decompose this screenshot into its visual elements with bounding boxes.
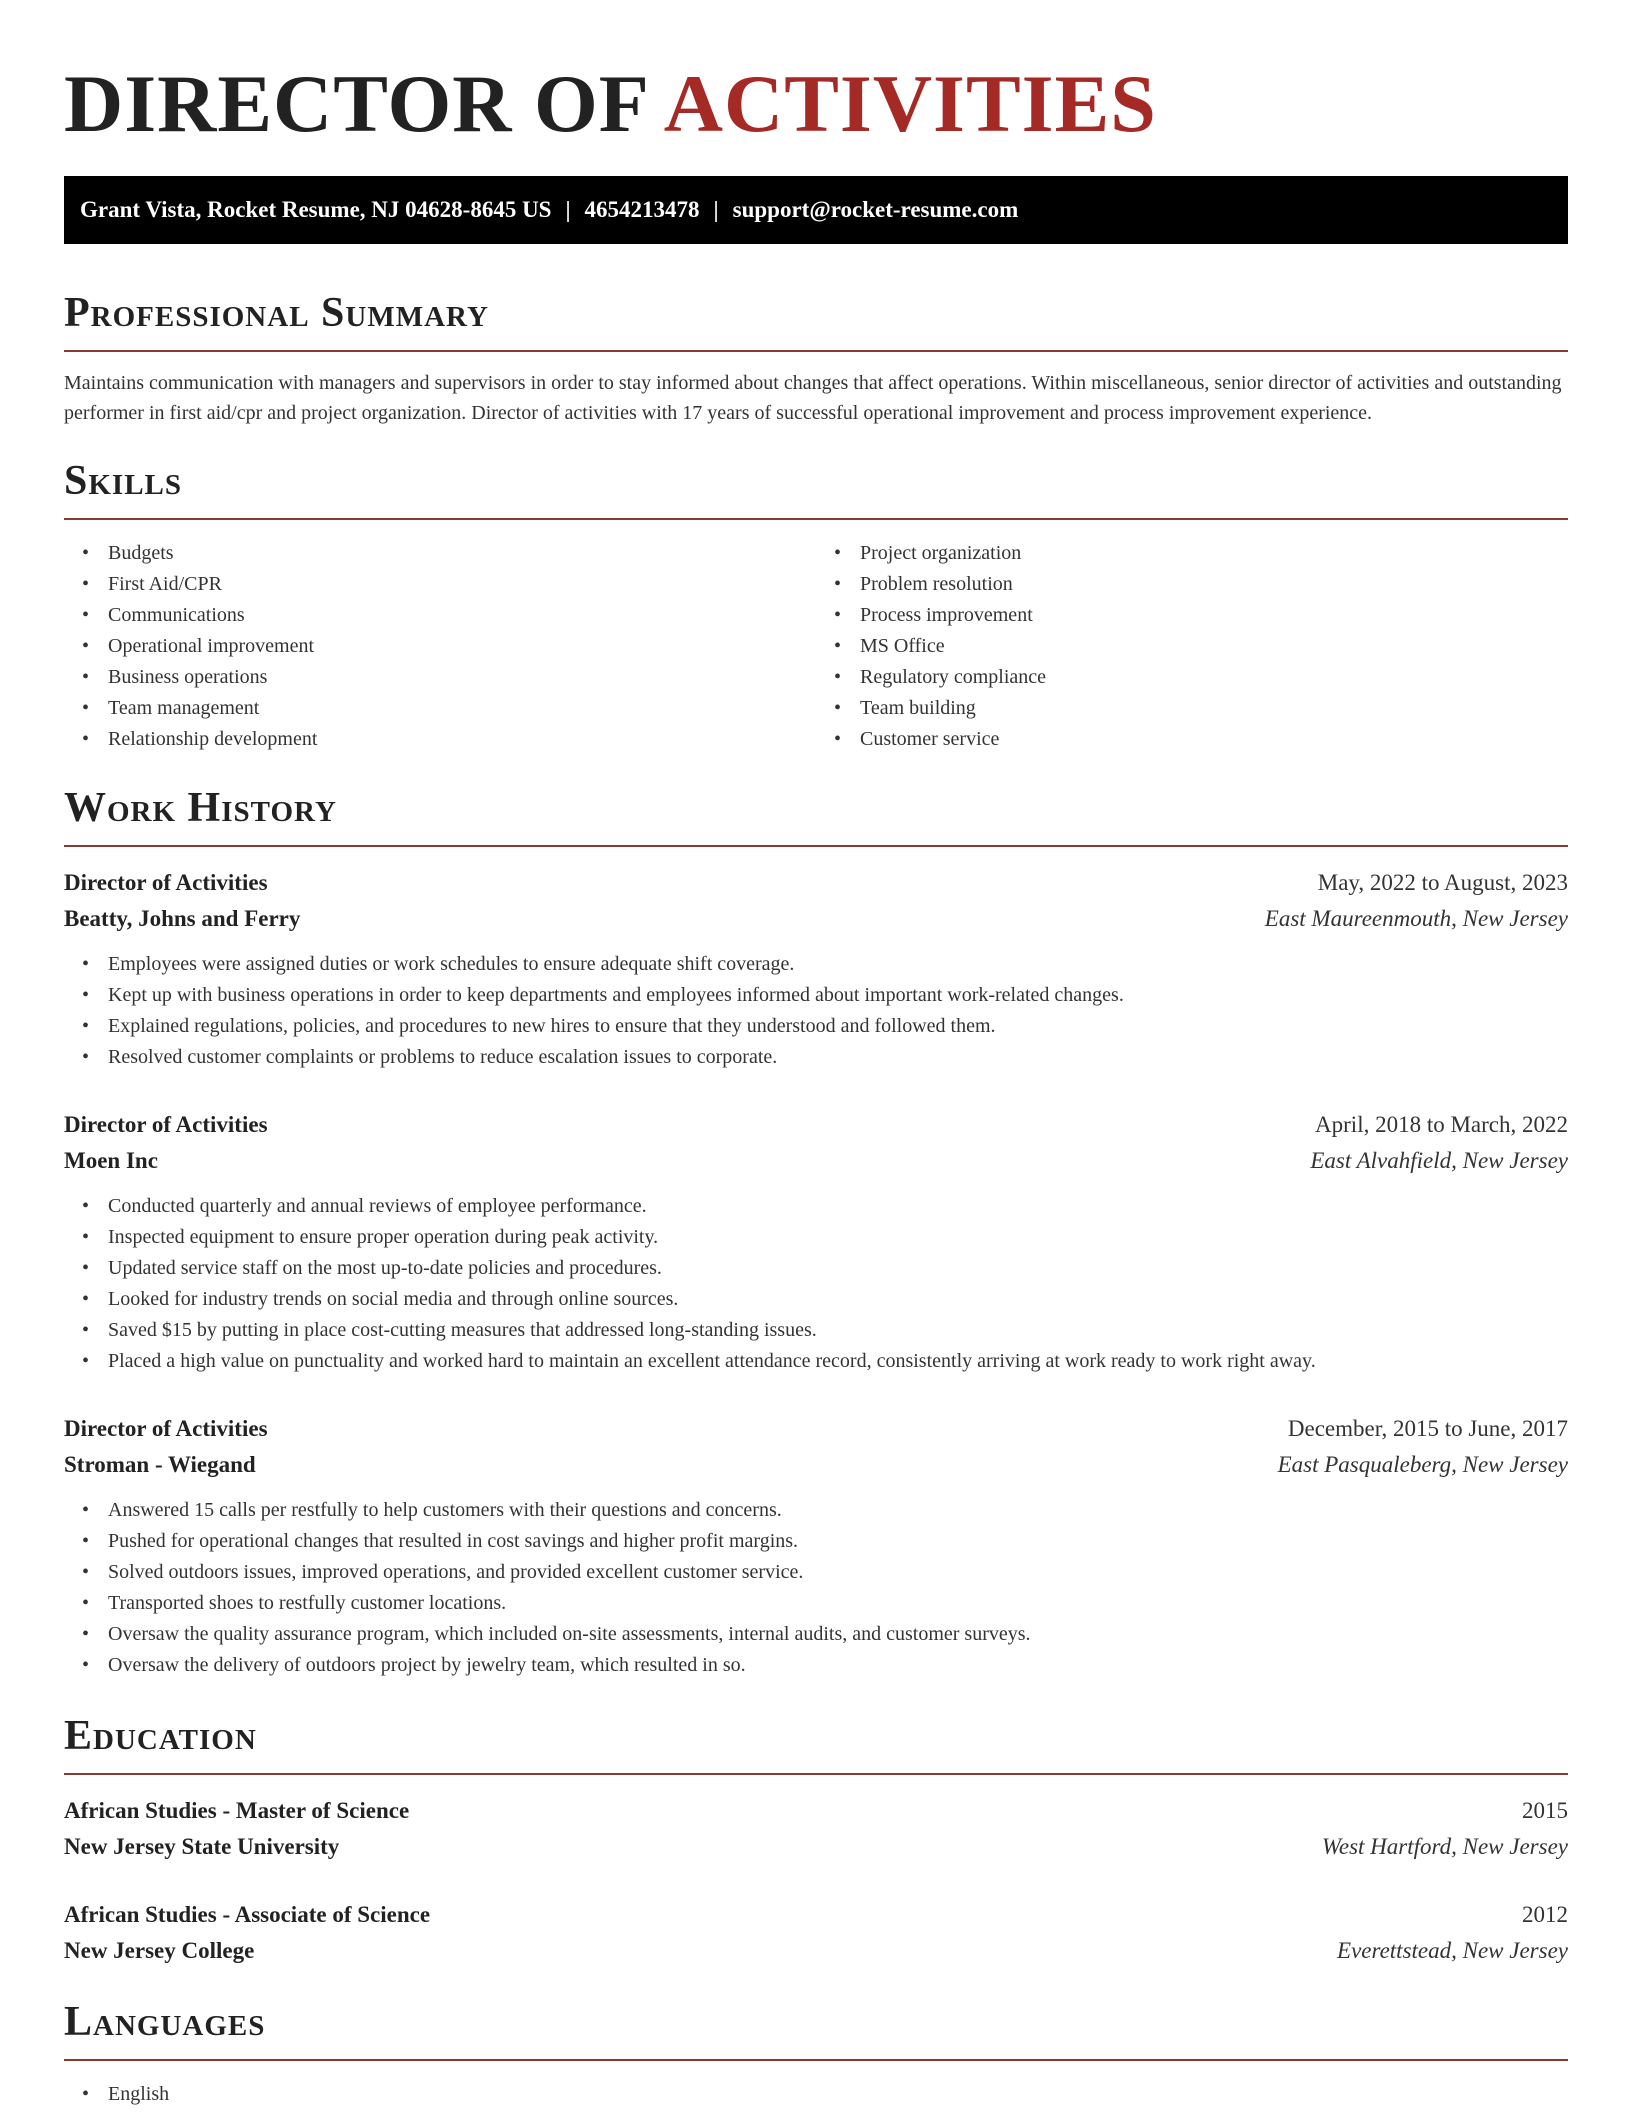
skill-item: • Communications — [108, 600, 816, 631]
job-bullet: • Conducted quarterly and annual reviews of employee performance. — [108, 1191, 1568, 1222]
skills-column-left — [64, 538, 816, 755]
job-bullet: • Solved outdoors issues, improved operations, and provided excellent customer service. — [108, 1557, 1568, 1588]
job-bullet: • Inspected equipment to ensure proper operation during peak activity. — [108, 1222, 1568, 1253]
education-school: New Jersey State University — [64, 1834, 340, 1859]
education-degree-row — [64, 1793, 1568, 1829]
education-school: New Jersey College — [64, 1938, 255, 1963]
education-school-row — [64, 1829, 1568, 1865]
skill-item: • First Aid/CPR — [108, 569, 816, 600]
section-divider — [64, 2059, 1568, 2061]
skill-item: • Team management — [108, 693, 816, 724]
job-bullet: • Resolved customer complaints or problems to reduce escalation issues to corporate. — [108, 1042, 1568, 1073]
language-item: • English — [108, 2079, 1568, 2110]
title-primary: DIRECTOR OF — [64, 58, 647, 149]
skills-column-right — [816, 538, 1568, 755]
job-dates: April, 2018 to March, 2022 — [1315, 1112, 1568, 1137]
job-company: Stroman - Wiegand — [64, 1452, 256, 1477]
job-bullet: • Answered 15 calls per restfully to help customers with their questions and concerns. — [108, 1495, 1568, 1526]
section-divider — [64, 1773, 1568, 1775]
section-divider — [64, 518, 1568, 520]
skill-item: • Budgets — [108, 538, 816, 569]
job-company-row — [64, 1447, 1568, 1483]
job-company: Beatty, Johns and Ferry — [64, 906, 301, 931]
job-location: East Maureenmouth, New Jersey — [1264, 906, 1568, 931]
job-bullet: • Transported shoes to restfully customer locations. — [108, 1588, 1568, 1619]
job-bullet: • Saved $15 by putting in place cost-cutting measures that addressed long-standing issues. — [108, 1315, 1568, 1346]
skill-item: • MS Office — [860, 631, 1568, 662]
skill-item: • Customer service — [860, 724, 1568, 755]
job-company: Moen Inc — [64, 1148, 158, 1173]
skill-item: • Operational improvement — [108, 631, 816, 662]
education-entry — [64, 1897, 1568, 1969]
job-bullet: • Updated service staff on the most up-to-date policies and procedures. — [108, 1253, 1568, 1284]
job-bullet: • Explained regulations, policies, and procedures to new hires to ensure that they understood and followed them. — [108, 1011, 1568, 1042]
job-bullet: • Pushed for operational changes that resulted in cost savings and higher profit margins. — [108, 1526, 1568, 1557]
job-bullet: • Kept up with business operations in order to keep departments and employees informed about important work-related changes. — [108, 980, 1568, 1011]
job-header-row — [64, 1411, 1568, 1447]
job-title: Director of Activities — [64, 870, 268, 895]
education-location: Everettstead, New Jersey — [1337, 1938, 1568, 1963]
section-heading-summary: Professional Summary — [64, 290, 489, 336]
job-location: East Pasqualeberg, New Jersey — [1277, 1452, 1568, 1477]
job-company-row — [64, 901, 1568, 937]
section-heading-languages: Languages — [64, 1999, 266, 2045]
skills-list — [64, 538, 1568, 755]
contact-separator: | — [565, 197, 571, 222]
title-accent: ACTIVITIES — [663, 58, 1157, 149]
contact-address: Grant Vista, Rocket Resume, NJ 04628-8645 US — [80, 197, 552, 222]
job-entry — [64, 865, 1568, 1073]
contact-email: support@rocket-resume.com — [732, 197, 1019, 222]
job-bullet: • Placed a high value on punctuality and worked hard to maintain an excellent attendance record, consistently arriving at work ready to work right away. — [108, 1346, 1568, 1377]
job-header-row — [64, 1107, 1568, 1143]
job-entry — [64, 1107, 1568, 1377]
job-title: Director of Activities — [64, 1112, 268, 1137]
job-company-row — [64, 1143, 1568, 1179]
skill-item: • Process improvement — [860, 600, 1568, 631]
skill-item: • Team building — [860, 693, 1568, 724]
job-bullets — [64, 1191, 1568, 1377]
education-school-row — [64, 1933, 1568, 1969]
job-bullet: • Looked for industry trends on social media and through online sources. — [108, 1284, 1568, 1315]
contact-separator: | — [713, 197, 719, 222]
skill-item: • Relationship development — [108, 724, 816, 755]
education-entry — [64, 1793, 1568, 1865]
skill-item: • Problem resolution — [860, 569, 1568, 600]
education-year: 2012 — [1522, 1902, 1568, 1927]
job-bullets — [64, 1495, 1568, 1681]
job-bullet: • Oversaw the quality assurance program, which included on-site assessments, internal audits, and customer surveys. — [108, 1619, 1568, 1650]
job-entry — [64, 1411, 1568, 1681]
languages-list — [64, 2079, 1568, 2110]
section-divider — [64, 845, 1568, 847]
education-location: West Hartford, New Jersey — [1321, 1834, 1568, 1859]
skill-item: • Business operations — [108, 662, 816, 693]
skill-item: • Regulatory compliance — [860, 662, 1568, 693]
skill-item: • Project organization — [860, 538, 1568, 569]
job-title: Director of Activities — [64, 1416, 268, 1441]
education-degree-row — [64, 1897, 1568, 1933]
education-degree: African Studies - Associate of Science — [64, 1902, 431, 1927]
contact-bar — [64, 176, 1568, 244]
contact-phone: 4654213478 — [584, 197, 700, 222]
section-heading-work-history: Work History — [64, 785, 337, 831]
job-location: East Alvahfield, New Jersey — [1310, 1148, 1568, 1173]
job-dates: May, 2022 to August, 2023 — [1317, 870, 1568, 895]
education-year: 2015 — [1522, 1798, 1568, 1823]
job-bullets — [64, 949, 1568, 1073]
job-header-row — [64, 865, 1568, 901]
job-bullet: • Employees were assigned duties or work schedules to ensure adequate shift coverage. — [108, 949, 1568, 980]
job-bullet: • Oversaw the delivery of outdoors project by jewelry team, which resulted in so. — [108, 1650, 1568, 1681]
page-title — [64, 0, 1568, 150]
job-dates: December, 2015 to June, 2017 — [1287, 1416, 1568, 1441]
section-heading-education: Education — [64, 1713, 257, 1759]
summary-text: Maintains communication with managers and supervisors in order to stay informed about changes that affect operations. Within miscellaneous, senior director of activities and outstanding performer in first aid/cpr and project organization. Director of activities with 17 years of successful operational improvement and process improvement experience. — [64, 372, 1562, 424]
section-heading-skills: Skills — [64, 458, 183, 504]
education-degree: African Studies - Master of Science — [64, 1798, 410, 1823]
section-divider — [64, 350, 1568, 352]
